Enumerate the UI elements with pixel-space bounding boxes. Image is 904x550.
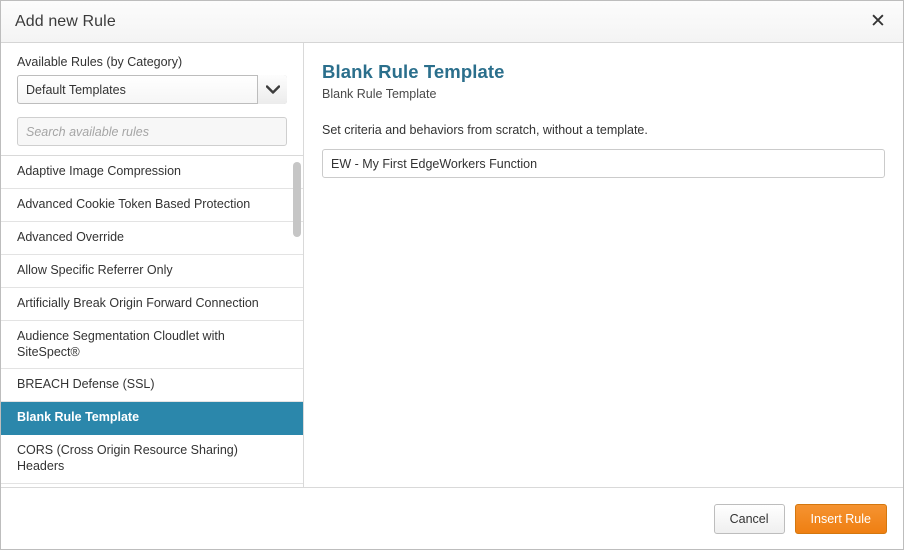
close-icon[interactable]: ✕ bbox=[867, 11, 889, 33]
available-rules-controls bbox=[1, 43, 303, 155]
category-select-wrapper bbox=[17, 75, 287, 104]
category-select[interactable] bbox=[17, 75, 287, 104]
page-title: Blank Rule Template bbox=[322, 61, 505, 82]
insert-rule-button[interactable]: Insert Rule bbox=[795, 504, 887, 534]
list-item[interactable]: CORS (Cross Origin Resource Sharing) Headers bbox=[1, 435, 303, 483]
dialog-footer bbox=[1, 487, 903, 549]
rules-list-scrollbar-thumb[interactable] bbox=[293, 162, 301, 237]
dialog-body bbox=[1, 43, 903, 487]
available-rules-pane bbox=[1, 43, 304, 487]
panel-subtitle: Blank Rule Template bbox=[322, 87, 437, 101]
list-item[interactable]: Adaptive Image Compression bbox=[1, 156, 303, 189]
list-item-selected[interactable]: Blank Rule Template bbox=[1, 402, 303, 435]
list-item[interactable]: Artificially Break Origin Forward Connection bbox=[1, 288, 303, 321]
rules-list-area bbox=[1, 155, 303, 487]
rules-list-scrollbar[interactable] bbox=[293, 156, 301, 487]
rule-name-input[interactable] bbox=[322, 149, 885, 178]
cancel-button[interactable]: Cancel bbox=[714, 504, 785, 534]
list-item[interactable]: Advanced Cookie Token Based Protection bbox=[1, 189, 303, 222]
list-item[interactable]: Allow Specific Referrer Only bbox=[1, 255, 303, 288]
search-input[interactable] bbox=[17, 117, 287, 146]
list-item[interactable]: Audience Segmentation Cloudlet with SiteSpect® bbox=[1, 321, 303, 369]
category-label: Available Rules (by Category) bbox=[17, 55, 183, 69]
rule-details-pane bbox=[304, 43, 903, 487]
dialog-title: Add new Rule bbox=[15, 12, 116, 30]
list-item[interactable]: BREACH Defense (SSL) bbox=[1, 369, 303, 402]
panel-description: Set criteria and behaviors from scratch, without a template. bbox=[322, 123, 648, 137]
rules-list[interactable] bbox=[1, 156, 303, 487]
dialog-titlebar bbox=[1, 1, 903, 43]
list-item[interactable]: Advanced Override bbox=[1, 222, 303, 255]
